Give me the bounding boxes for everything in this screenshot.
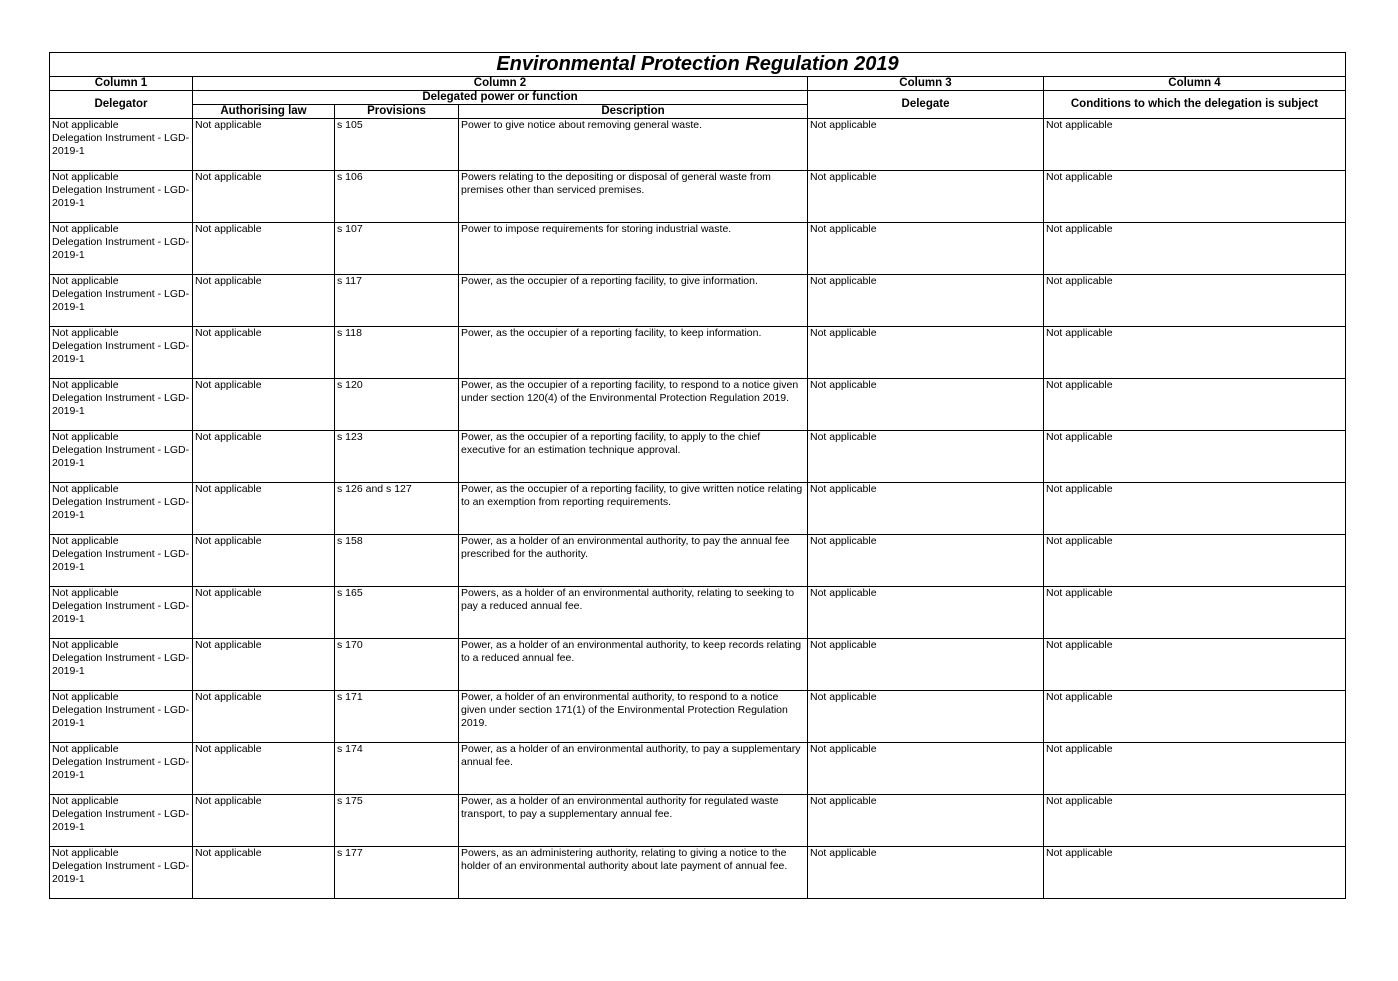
authorising-law-cell: Not applicable	[193, 535, 335, 587]
column4-header: Column 4	[1044, 77, 1346, 91]
table-row	[50, 171, 1346, 223]
provisions-cell: s 106	[335, 171, 459, 223]
table-row	[50, 743, 1346, 795]
table-row	[50, 327, 1346, 379]
delegator-cell: Not applicable Delegation Instrument - LGD-2019-1	[50, 795, 193, 847]
table-row	[50, 847, 1346, 899]
provisions-cell: s 118	[335, 327, 459, 379]
conditions-cell: Not applicable	[1044, 535, 1346, 587]
provisions-cell: s 105	[335, 119, 459, 171]
provisions-header: Provisions	[335, 105, 459, 119]
table-body	[50, 119, 1346, 899]
description-cell: Power, as the occupier of a reporting facility, to keep information.	[459, 327, 808, 379]
delegated-power-header: Delegated power or function	[193, 91, 808, 105]
description-cell: Power, as a holder of an environmental authority, to pay the annual fee prescribed for the authority.	[459, 535, 808, 587]
conditions-cell: Not applicable	[1044, 743, 1346, 795]
authorising-law-cell: Not applicable	[193, 847, 335, 899]
delegate-cell: Not applicable	[808, 431, 1044, 483]
conditions-cell: Not applicable	[1044, 223, 1346, 275]
table-row	[50, 431, 1346, 483]
delegate-cell: Not applicable	[808, 847, 1044, 899]
authorising-law-cell: Not applicable	[193, 587, 335, 639]
table-row	[50, 275, 1346, 327]
delegator-cell: Not applicable Delegation Instrument - LGD-2019-1	[50, 171, 193, 223]
description-cell: Powers relating to the depositing or disposal of general waste from premises other than serviced premises.	[459, 171, 808, 223]
table-row	[50, 535, 1346, 587]
description-cell: Power, as the occupier of a reporting facility, to apply to the chief executive for an estimation technique approval.	[459, 431, 808, 483]
authorising-law-cell: Not applicable	[193, 691, 335, 743]
description-cell: Power to give notice about removing general waste.	[459, 119, 808, 171]
table-row	[50, 223, 1346, 275]
delegate-header: Delegate	[808, 91, 1044, 119]
delegator-cell: Not applicable Delegation Instrument - LGD-2019-1	[50, 275, 193, 327]
column2-header: Column 2	[193, 77, 808, 91]
column1-header: Column 1	[50, 77, 193, 91]
conditions-cell: Not applicable	[1044, 171, 1346, 223]
provisions-cell: s 126 and s 127	[335, 483, 459, 535]
provisions-cell: s 171	[335, 691, 459, 743]
authorising-law-cell: Not applicable	[193, 275, 335, 327]
conditions-cell: Not applicable	[1044, 691, 1346, 743]
delegator-cell: Not applicable Delegation Instrument - LGD-2019-1	[50, 743, 193, 795]
authorising-law-cell: Not applicable	[193, 119, 335, 171]
authorising-law-cell: Not applicable	[193, 379, 335, 431]
description-cell: Power to impose requirements for storing industrial waste.	[459, 223, 808, 275]
delegate-cell: Not applicable	[808, 483, 1044, 535]
delegate-cell: Not applicable	[808, 275, 1044, 327]
delegator-header: Delegator	[50, 91, 193, 119]
conditions-cell: Not applicable	[1044, 639, 1346, 691]
column3-header: Column 3	[808, 77, 1044, 91]
authorising-law-cell: Not applicable	[193, 327, 335, 379]
description-cell: Power, as the occupier of a reporting facility, to give information.	[459, 275, 808, 327]
authorising-law-cell: Not applicable	[193, 795, 335, 847]
delegator-cell: Not applicable Delegation Instrument - LGD-2019-1	[50, 639, 193, 691]
page-title: Environmental Protection Regulation 2019	[50, 53, 1346, 77]
delegate-cell: Not applicable	[808, 171, 1044, 223]
delegate-cell: Not applicable	[808, 535, 1044, 587]
table-row	[50, 587, 1346, 639]
provisions-cell: s 107	[335, 223, 459, 275]
delegator-cell: Not applicable Delegation Instrument - LGD-2019-1	[50, 847, 193, 899]
delegate-cell: Not applicable	[808, 119, 1044, 171]
authorising-law-cell: Not applicable	[193, 483, 335, 535]
delegator-cell: Not applicable Delegation Instrument - LGD-2019-1	[50, 691, 193, 743]
table-row	[50, 119, 1346, 171]
conditions-cell: Not applicable	[1044, 587, 1346, 639]
provisions-cell: s 120	[335, 379, 459, 431]
description-cell: Powers, as an administering authority, relating to giving a notice to the holder of an environmental authority about late payment of annual fee.	[459, 847, 808, 899]
table-row	[50, 691, 1346, 743]
conditions-header: Conditions to which the delegation is subject	[1044, 91, 1346, 119]
description-cell: Power, as the occupier of a reporting facility, to respond to a notice given under section 120(4) of the Environmental Protection Regulation 2019.	[459, 379, 808, 431]
delegate-cell: Not applicable	[808, 795, 1044, 847]
description-header: Description	[459, 105, 808, 119]
authorising-law-cell: Not applicable	[193, 223, 335, 275]
delegator-cell: Not applicable Delegation Instrument - LGD-2019-1	[50, 587, 193, 639]
delegator-cell: Not applicable Delegation Instrument - LGD-2019-1	[50, 223, 193, 275]
authorising-law-cell: Not applicable	[193, 639, 335, 691]
provisions-cell: s 117	[335, 275, 459, 327]
delegator-cell: Not applicable Delegation Instrument - LGD-2019-1	[50, 119, 193, 171]
delegate-cell: Not applicable	[808, 691, 1044, 743]
description-cell: Power, as a holder of an environmental authority, to keep records relating to a reduced annual fee.	[459, 639, 808, 691]
delegate-cell: Not applicable	[808, 639, 1044, 691]
conditions-cell: Not applicable	[1044, 379, 1346, 431]
provisions-cell: s 165	[335, 587, 459, 639]
provisions-cell: s 175	[335, 795, 459, 847]
provisions-cell: s 174	[335, 743, 459, 795]
delegator-cell: Not applicable Delegation Instrument - LGD-2019-1	[50, 483, 193, 535]
delegation-table	[49, 52, 1346, 899]
conditions-cell: Not applicable	[1044, 119, 1346, 171]
authorising-law-cell: Not applicable	[193, 743, 335, 795]
delegate-cell: Not applicable	[808, 379, 1044, 431]
authorising-law-header: Authorising law	[193, 105, 335, 119]
description-cell: Power, as a holder of an environmental authority for regulated waste transport, to pay a supplementary annual fee.	[459, 795, 808, 847]
conditions-cell: Not applicable	[1044, 327, 1346, 379]
table-row	[50, 379, 1346, 431]
authorising-law-cell: Not applicable	[193, 171, 335, 223]
description-cell: Power, a holder of an environmental authority, to respond to a notice given under section 171(1) of the Environmental Protection Regulation 2019.	[459, 691, 808, 743]
conditions-cell: Not applicable	[1044, 795, 1346, 847]
conditions-cell: Not applicable	[1044, 431, 1346, 483]
provisions-cell: s 158	[335, 535, 459, 587]
delegate-cell: Not applicable	[808, 743, 1044, 795]
table-row	[50, 795, 1346, 847]
authorising-law-cell: Not applicable	[193, 431, 335, 483]
delegator-cell: Not applicable Delegation Instrument - LGD-2019-1	[50, 379, 193, 431]
description-cell: Power, as a holder of an environmental authority, to pay a supplementary annual fee.	[459, 743, 808, 795]
delegate-cell: Not applicable	[808, 327, 1044, 379]
delegate-cell: Not applicable	[808, 587, 1044, 639]
delegator-cell: Not applicable Delegation Instrument - LGD-2019-1	[50, 535, 193, 587]
delegator-cell: Not applicable Delegation Instrument - LGD-2019-1	[50, 327, 193, 379]
provisions-cell: s 177	[335, 847, 459, 899]
conditions-cell: Not applicable	[1044, 847, 1346, 899]
provisions-cell: s 170	[335, 639, 459, 691]
provisions-cell: s 123	[335, 431, 459, 483]
table-row	[50, 639, 1346, 691]
conditions-cell: Not applicable	[1044, 275, 1346, 327]
description-cell: Power, as the occupier of a reporting facility, to give written notice relating to an exemption from reporting requirements.	[459, 483, 808, 535]
table-row	[50, 483, 1346, 535]
delegator-cell: Not applicable Delegation Instrument - LGD-2019-1	[50, 431, 193, 483]
delegate-cell: Not applicable	[808, 223, 1044, 275]
description-cell: Powers, as a holder of an environmental authority, relating to seeking to pay a reduced annual fee.	[459, 587, 808, 639]
conditions-cell: Not applicable	[1044, 483, 1346, 535]
